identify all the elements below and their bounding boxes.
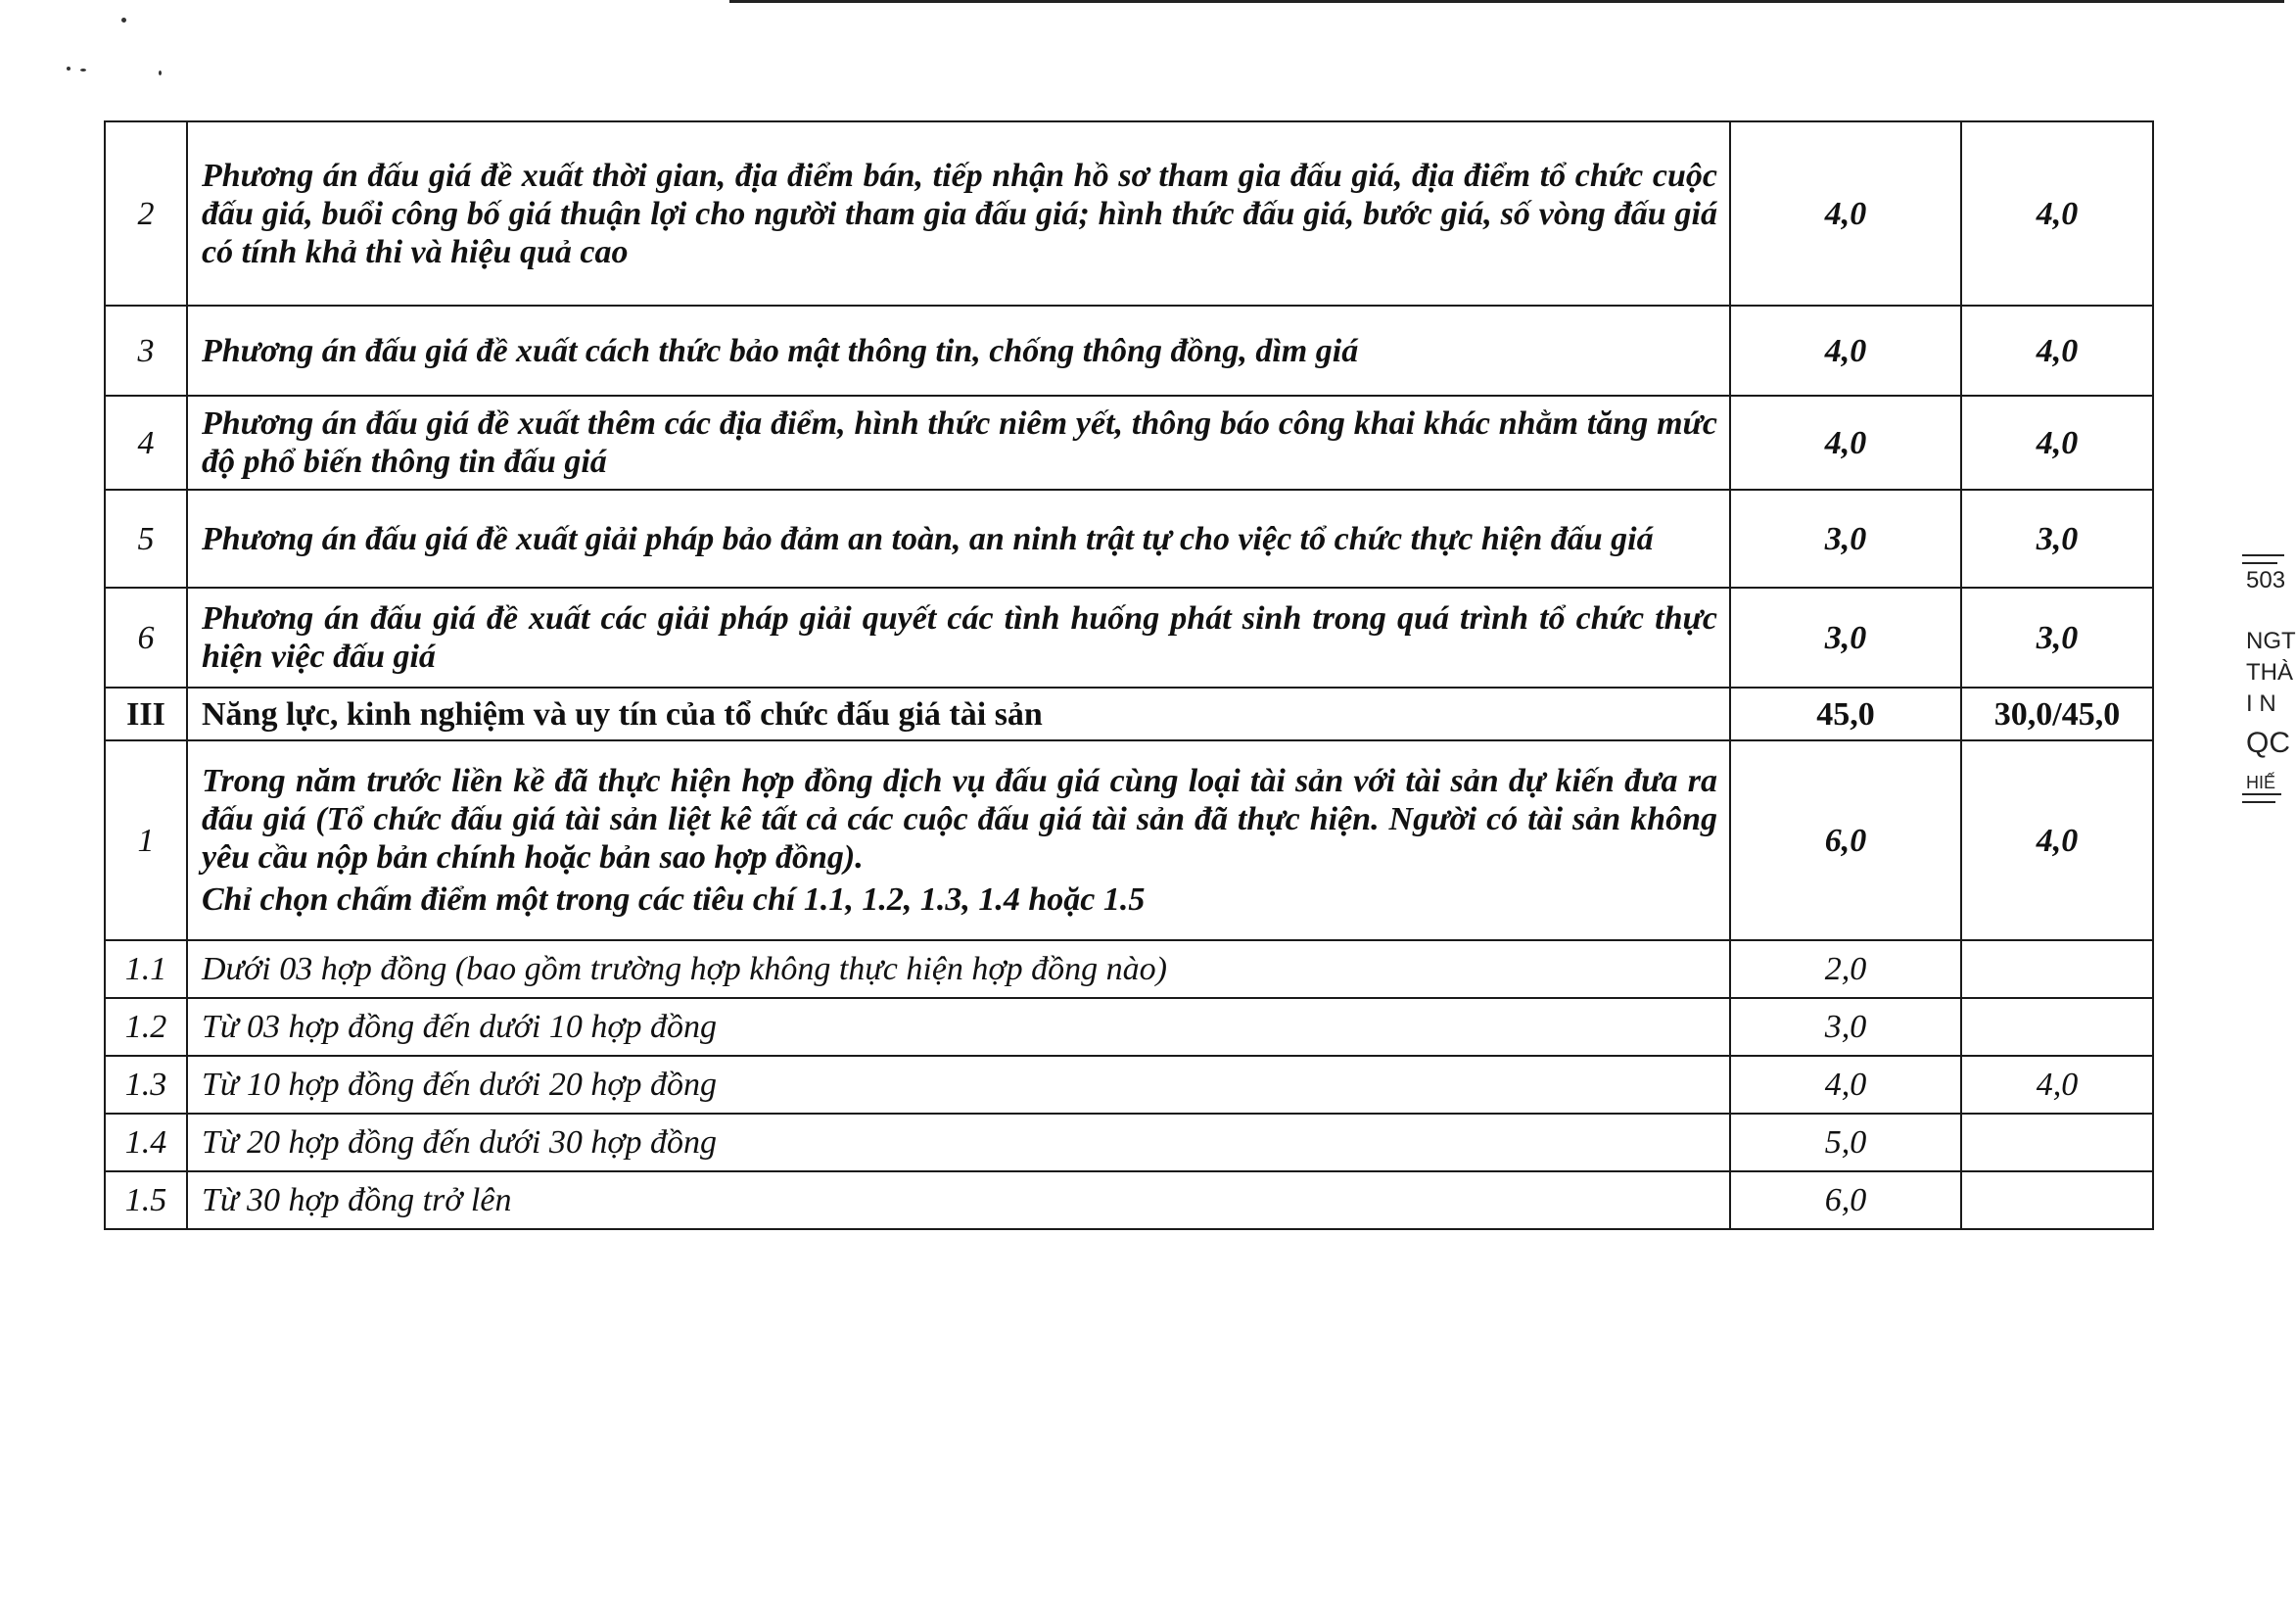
sub-row-max-score: 5,0 — [1730, 1114, 1961, 1171]
table-row — [105, 588, 2153, 688]
row-max-score: 4,0 — [1730, 396, 1961, 490]
section-title: Năng lực, kinh nghiệm và uy tín của tổ chức đấu giá tài sản — [187, 688, 1730, 740]
table-row — [105, 490, 2153, 588]
section-row — [105, 688, 2153, 740]
row-max-score: 4,0 — [1730, 306, 1961, 396]
stamp-text: QC — [2246, 727, 2290, 759]
row-number: 2 — [105, 121, 187, 306]
stamp-rule — [2242, 554, 2284, 556]
sub-row-awarded-score: 4,0 — [1961, 1056, 2153, 1114]
sub-row-awarded-score — [1961, 1114, 2153, 1171]
table-row — [105, 740, 2153, 940]
top-scan-edge-line — [729, 0, 2284, 3]
sub-row-number: 1.4 — [105, 1114, 187, 1171]
edge-stamp-fragment — [2242, 548, 2296, 842]
sub-row-description: Dưới 03 hợp đồng (bao gồm trường hợp không thực hiện hợp đồng nào) — [187, 940, 1730, 998]
section-max-score: 45,0 — [1730, 688, 1961, 740]
stamp-text: I N — [2246, 690, 2276, 717]
sub-row-max-score: 2,0 — [1730, 940, 1961, 998]
sub-row — [105, 1171, 2153, 1229]
stamp-rule — [2242, 801, 2275, 803]
row-description: Phương án đấu giá đề xuất các giải pháp giải quyết các tình huống phát sinh trong quá trình tổ chức thực hiện việc đấu giá — [187, 588, 1730, 688]
row-awarded-score: 3,0 — [1961, 588, 2153, 688]
row-awarded-score: 4,0 — [1961, 306, 2153, 396]
sub-row-number: 1.3 — [105, 1056, 187, 1114]
sub-row — [105, 1114, 2153, 1171]
stamp-text: NGT — [2246, 628, 2296, 654]
sub-row — [105, 998, 2153, 1056]
sub-row-awarded-score — [1961, 940, 2153, 998]
sub-row-description: Từ 03 hợp đồng đến dưới 10 hợp đồng — [187, 998, 1730, 1056]
row-awarded-score: 4,0 — [1961, 740, 2153, 940]
row-description: Phương án đấu giá đề xuất thêm các địa điểm, hình thức niêm yết, thông báo công khai khác nhằm tăng mức độ phổ biến thông tin đấu giá — [187, 396, 1730, 490]
scan-specks — [59, 18, 176, 86]
sub-row-description: Từ 30 hợp đồng trở lên — [187, 1171, 1730, 1229]
sub-row-number: 1.5 — [105, 1171, 187, 1229]
stamp-rule — [2242, 793, 2281, 795]
row-scoring-note: Chỉ chọn chấm điểm một trong các tiêu chí 1.1, 1.2, 1.3, 1.4 hoặc 1.5 — [202, 881, 1146, 918]
section-number: III — [105, 688, 187, 740]
sub-row-max-score: 4,0 — [1730, 1056, 1961, 1114]
row-description — [187, 740, 1730, 940]
scoring-table — [104, 120, 2154, 1230]
sub-row-description: Từ 20 hợp đồng đến dưới 30 hợp đồng — [187, 1114, 1730, 1171]
row-max-score: 4,0 — [1730, 121, 1961, 306]
stamp-text: HIẾ — [2246, 773, 2276, 792]
sub-row-number: 1.2 — [105, 998, 187, 1056]
row-number: 4 — [105, 396, 187, 490]
sub-row-max-score: 3,0 — [1730, 998, 1961, 1056]
row-number: 6 — [105, 588, 187, 688]
sub-row-description: Từ 10 hợp đồng đến dưới 20 hợp đồng — [187, 1056, 1730, 1114]
row-max-score: 6,0 — [1730, 740, 1961, 940]
row-awarded-score: 3,0 — [1961, 490, 2153, 588]
row-number: 3 — [105, 306, 187, 396]
row-description: Phương án đấu giá đề xuất thời gian, địa điểm bán, tiếp nhận hồ sơ tham gia đấu giá, địa điểm tổ chức cuộc đấu giá, buổi công bố giá thuận lợi cho người tham gia đấu giá; hình thức đấu giá, bước giá, số vòng đấu giá có tính khả thi và hiệu quả cao — [187, 121, 1730, 306]
section-awarded-score: 30,0/45,0 — [1961, 688, 2153, 740]
row-description: Phương án đấu giá đề xuất giải pháp bảo đảm an toàn, an ninh trật tự cho việc tổ chức thực hiện đấu giá — [187, 490, 1730, 588]
table-row — [105, 306, 2153, 396]
row-description: Phương án đấu giá đề xuất cách thức bảo mật thông tin, chống thông đồng, dìm giá — [187, 306, 1730, 396]
row-awarded-score: 4,0 — [1961, 121, 2153, 306]
sub-row — [105, 1056, 2153, 1114]
row-max-score: 3,0 — [1730, 490, 1961, 588]
row-max-score: 3,0 — [1730, 588, 1961, 688]
sub-row-awarded-score — [1961, 998, 2153, 1056]
sub-row-awarded-score — [1961, 1171, 2153, 1229]
row-description-text: Trong năm trước liền kề đã thực hiện hợp đồng dịch vụ đấu giá cùng loại tài sản với tài sản dự kiến đưa ra đấu giá (Tổ chức đấu giá tài sản liệt kê tất cả các cuộc đấu giá tài sản đã thực hiện. Người có tài sản không yêu cầu nộp bản chính hoặc bản sao hợp đồng). — [202, 763, 1717, 876]
sub-row-number: 1.1 — [105, 940, 187, 998]
stamp-rule — [2242, 562, 2277, 564]
sub-row — [105, 940, 2153, 998]
table-row — [105, 121, 2153, 306]
stamp-text: 503 — [2246, 567, 2286, 594]
row-awarded-score: 4,0 — [1961, 396, 2153, 490]
stamp-text: THÀ — [2246, 659, 2293, 686]
row-number: 1 — [105, 740, 187, 940]
row-number: 5 — [105, 490, 187, 588]
sub-row-max-score: 6,0 — [1730, 1171, 1961, 1229]
table-row — [105, 396, 2153, 490]
